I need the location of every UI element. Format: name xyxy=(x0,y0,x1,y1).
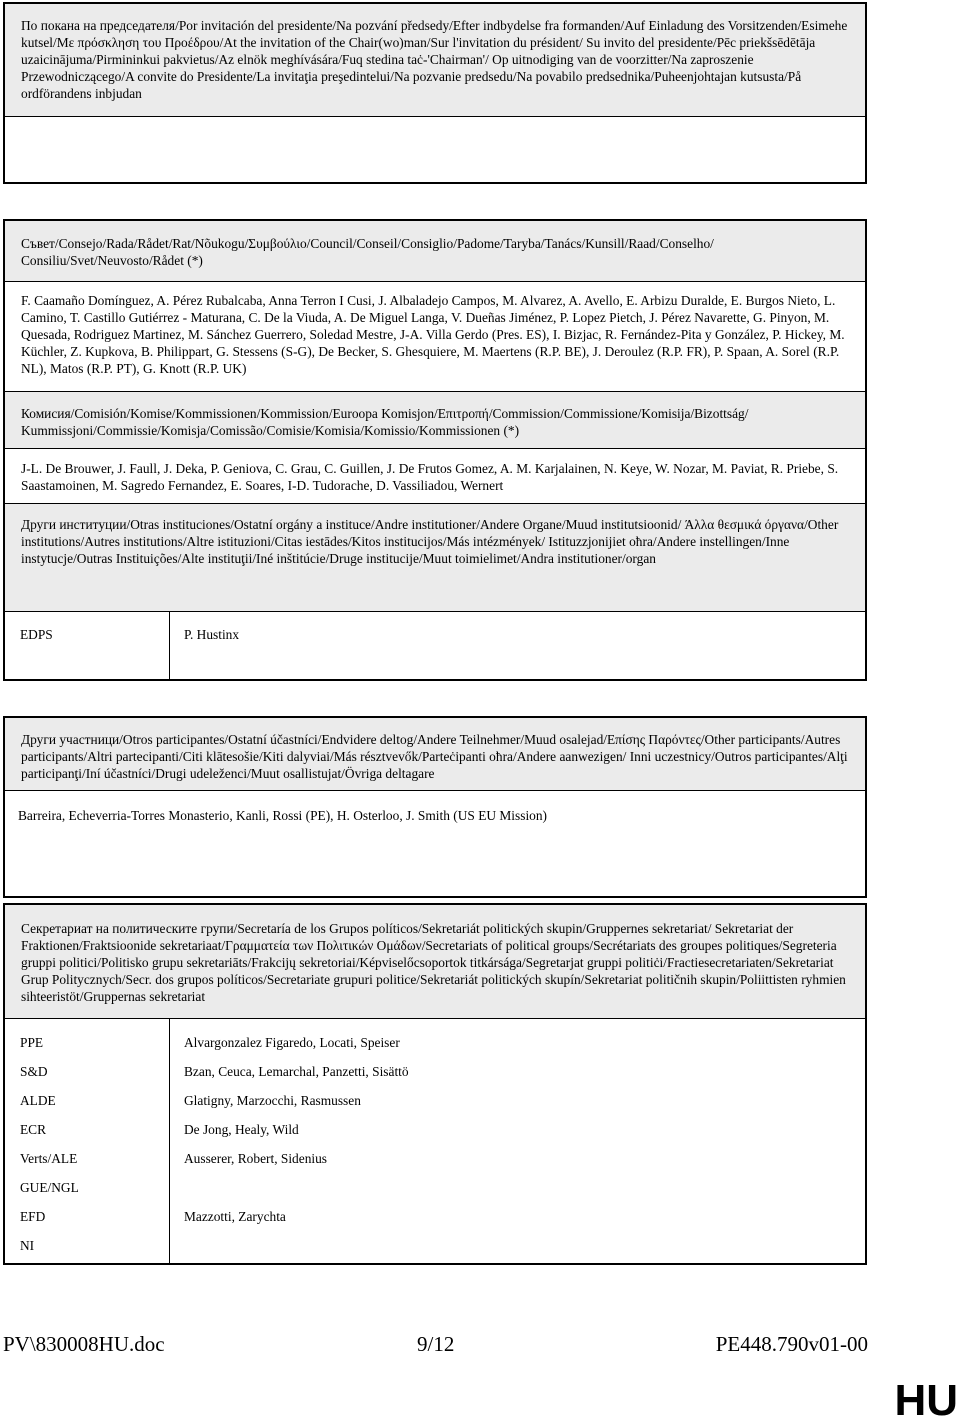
secretariat-names: Glatigny, Marzocchi, Rasmussen xyxy=(184,1093,361,1108)
commission-heading-section xyxy=(5,392,865,448)
other-institutions-heading-section xyxy=(5,504,865,611)
other-institutions-heading: Други институции/Otras instituciones/Ostatní orgány a instituce/Andre institutioner/Andere Organe/Muud institutsioonid/ Άλλα θεσμικά όργανα/Other institutions/Autres institutions/Altre istituzioni/Citas iestādes/Kitos institucijos/Más intézmények/ Istituzzjonijiet oħra/Andere instellingen/Inne instytucje/Outras Instituições/Alte instituţii/Iné inštitúcie/Druge institucije/Muut toimielimet/Andra institutioner/organ xyxy=(21,517,839,566)
invitation-heading: По покана на председателя/Por invitación del presidente/Na pozvání předsedy/Efter indbydelse fra formanden/Auf Einladung des Vorsitzenden/Esimehe kutsel/Με πρόσκληση του Προέδρου/At the invitation of the Chair(wo)man/Sur l'invitation du président/ Su invito del presidente/Pēc priekšsēdētāja uzaicinājuma/Pirmininkui pakvietus/Az elnök meghívására/Fuq stedina taċ-'Chairman'/ Op uitnodiging van de voorzitter/Na zaproszenie Przewodniczącego/A convite do Presidente/La invitaţia preşedintelui/Na pozvanie predsedu/Na povabilo predsednika/Puheenjohtajan kutsusta/På ordförandens inbjudan xyxy=(21,18,848,101)
commission-members: J-L. De Brouwer, J. Faull, J. Deka, P. Geniova, C. Grau, C. Guillen, J. De Frutos Gomez, A. M. Karjalainen, N. Keye, W. Nozar, M. Paviat, R. Priebe, S. Saastamoinen, M. Sagredo Fernandez, E. Soares, I-D. Tudorache, D. Vassiliadou, Wernert xyxy=(21,461,839,493)
council-members: F. Caamaño Domínguez, A. Pérez Rubalcaba, Anna Terron I Cusi, J. Albaladejo Campos, M. Alvarez, A. Avello, E. Arbizu Duralde, E. Burgos Nieto, L. Camino, T. Castillo Gutiérrez - Maturana, C. De la Viuda, A. De Miguel Langa, V. Dueñas Jiménez, P. Lopez Pietch, J. Pérez Navarette, G. Pinyon, M. Quesada, Rodriguez Martinez, M. Sánchez Guerrero, Soledad Mestre, J-A. Villa Gerdo (Pres. ES), I. Bizjac, R. Fernández-Pita y González, P. Hickey, M. Küchler, Z. Kupkova, B. Philippart, G. Stessens (S-G), De Becker, S. Ghesquiere, M. Maertens (R.P. BE), J. Deroulez (R.P. FR), P. Spaan, A. Sorel (R.P. NL), Matos (R.P. PT), G. Knott (R.P. UK) xyxy=(21,293,845,376)
council-heading-section xyxy=(5,221,865,281)
group-label: Verts/ALE xyxy=(20,1151,78,1166)
names-cell: P. Hustinx xyxy=(184,627,240,642)
footer-page-number: 9/12 xyxy=(417,1332,455,1356)
secretariat-names xyxy=(184,1237,409,1266)
secretariat-names: Alvargonzalez Figaredo, Locati, Speiser xyxy=(184,1035,400,1050)
footer-reference: PE448.790v01-00 xyxy=(715,1332,868,1356)
group-label: GUE/NGL xyxy=(20,1180,79,1195)
other-participants-box xyxy=(3,716,867,898)
footer-filename: PV\830008HU.doc xyxy=(3,1332,165,1356)
other-participants-heading-section xyxy=(5,718,865,790)
secretariat-names xyxy=(184,1179,409,1208)
secretariats-heading: Секретариат на политическите групи/Secretaría de los Grupos políticos/Sekretariát politických skupin/Gruppernes sekretariat/ Sekretariat der Fraktionen/Fraktsioonide sekretariaat/Γραμματεία των Πολιτικών Ομάδων/Secretariats of political groups/Secrétariats des groupes politiques/Segreteria gruppi politici/Politisko grupu sekretariāts/Frakcijų sekretoriai/Képviselőcsoportok titkársága/Segretarjat gruppi politiċi/Fractiesecretariaten/Sekretariat Grup Politycznych/Secr. dos grupos políticos/Secretariate grupuri politice/Sekretariát politických skupín/Sekretariat političnih skupin/Poliittisten ryhmien sihteeristöt/Gruppernas sekretariat xyxy=(21,921,846,1004)
institutions-box xyxy=(3,219,867,681)
divider xyxy=(5,281,865,282)
secretariats-box xyxy=(3,903,867,1265)
secretariat-names: Mazzotti, Zarychta xyxy=(184,1209,286,1224)
divider xyxy=(5,1018,865,1019)
other-institutions-table xyxy=(5,612,865,681)
invitation-heading-section xyxy=(5,4,865,116)
secretariat-names-list xyxy=(184,1034,409,1266)
secretariat-names: De Jong, Healy, Wild xyxy=(184,1122,299,1137)
group-label: NI xyxy=(20,1238,35,1253)
group-label: PPE xyxy=(20,1035,44,1050)
commission-heading: Комисия/Comisión/Komise/Kommissionen/Kommission/Euroopa Komisjon/Επιτροπή/Commission/Commissione/Komisija/Bizottság/ Kummissjoni/Commissie/Komisja/Comissão/Comisie/Komisia/Komissio/Kommissionen (*) xyxy=(21,406,749,438)
divider xyxy=(5,448,865,449)
language-tag: HU xyxy=(894,1376,958,1425)
other-participants-members-section xyxy=(5,807,865,837)
group-label: ECR xyxy=(20,1122,47,1137)
table-column-divider xyxy=(169,1018,170,1265)
political-groups-list xyxy=(20,1034,79,1266)
other-participants-members: Barreira, Echeverria-Torres Monasterio, Kanli, Rossi (PE), H. Osterloo, J. Smith (US EU Mission) xyxy=(18,808,548,823)
invitation-box xyxy=(3,2,867,184)
other-participants-heading: Други участници/Otros participantes/Ostatní účastníci/Endvidere deltog/Andere Teilnehmer/Muud osalejad/Επίσης Παρόντες/Other participants/Autres participants/Altri partecipanti/Citi klātesošie/Kiti dalyviai/Más résztvevők/Parteċipanti oħra/Andere aanwezigen/ Inni uczestnicy/Outros participantes/Alţi participanţi/Iní účastníci/Drugi udeleženci/Muut osallistujat/Övriga deltagare xyxy=(21,732,848,781)
org-cell: EDPS xyxy=(20,627,53,642)
divider xyxy=(5,790,865,791)
divider xyxy=(5,116,865,117)
group-label: EFD xyxy=(20,1209,46,1224)
table-column-divider xyxy=(169,612,170,681)
secretariats-heading-section xyxy=(5,905,865,1018)
council-heading: Съвет/Consejo/Rada/Rådet/Rat/Nõukogu/Συμβούλιο/Council/Conseil/Consiglio/Padome/Taryba/Tanács/Kunsill/Raad/Conselho/ Consiliu/Svet/Neuvosto/Rådet (*) xyxy=(21,236,714,268)
secretariat-names: Ausserer, Robert, Sidenius xyxy=(184,1151,328,1166)
group-label: ALDE xyxy=(20,1093,56,1108)
group-label: S&D xyxy=(20,1064,48,1079)
secretariat-names: Bzan, Ceuca, Lemarchal, Panzetti, Sisättö xyxy=(184,1064,409,1079)
